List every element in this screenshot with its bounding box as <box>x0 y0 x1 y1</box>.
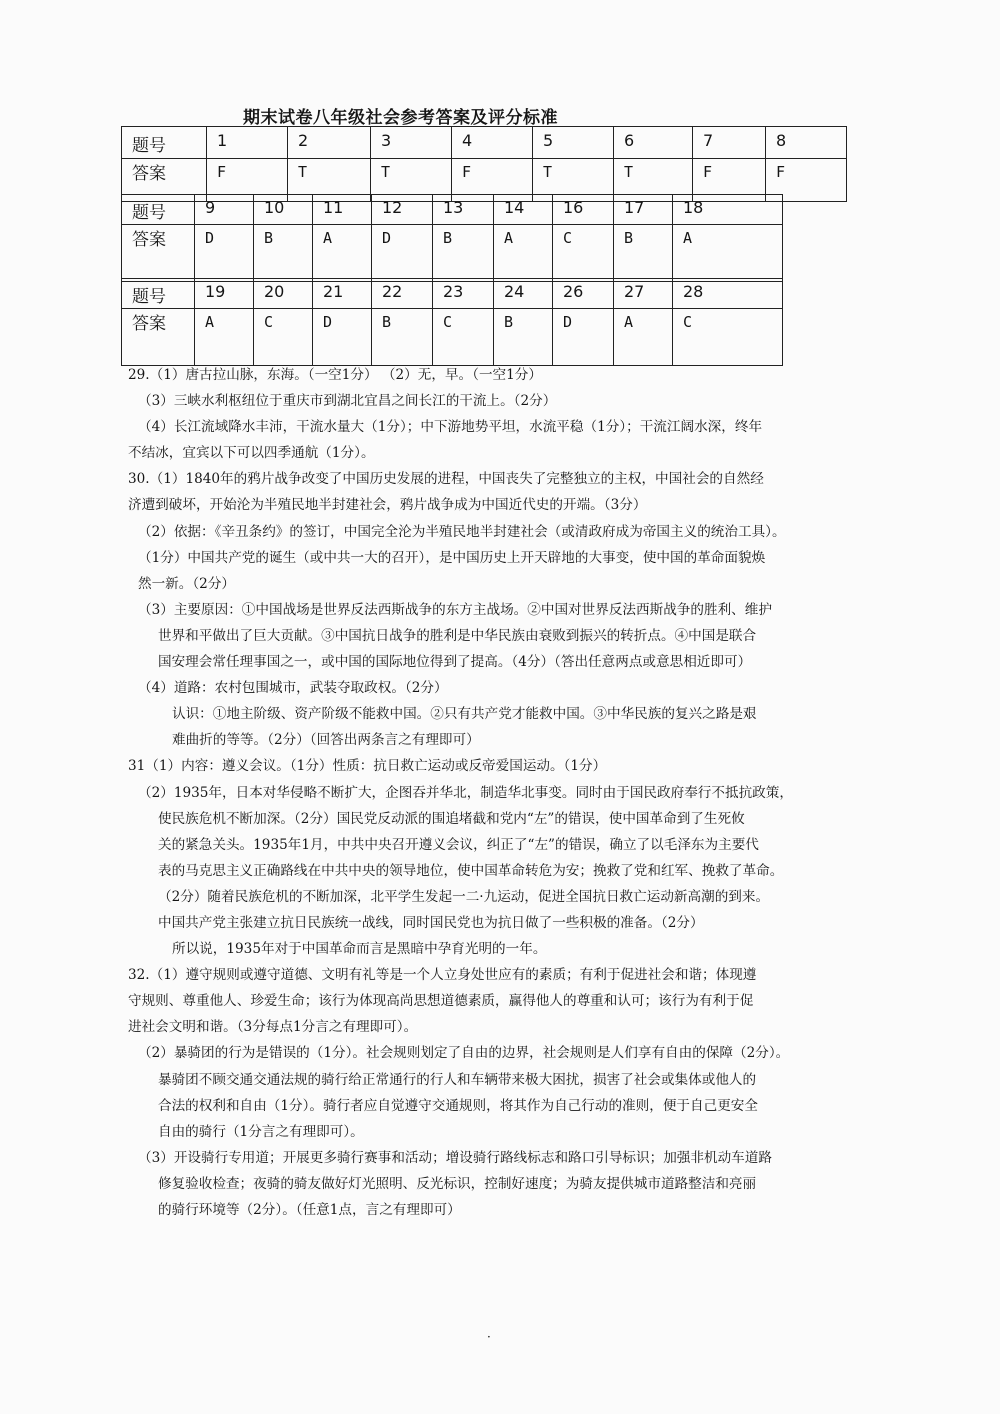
answer-table-2 <box>121 194 783 282</box>
table-cell: 18 <box>673 195 783 225</box>
table-cell: 5 <box>533 127 614 159</box>
table-cell: 3 <box>371 127 452 159</box>
answer-line: 合法的权利和自由（1分）。骑行者应自觉遵守交通规则，将其作为自己行动的准则，便于自己更安全 <box>158 1097 758 1114</box>
table-cell: 24 <box>494 279 553 309</box>
answer-line: （2）暴骑团的行为是错误的（1分）。社会规则划定了自由的边界，社会规则是人们享有自由的保障（2分）。 <box>138 1045 790 1062</box>
table-cell: T <box>614 159 693 202</box>
answer-line-q31: 31（1）内容：遵义会议。（1分）性质：抗日救亡运动或反帝爱国运动。（1分） <box>128 758 607 775</box>
answer-line: 难曲折的等等。（2分）（回答出两条言之有理即可） <box>172 732 480 749</box>
answer-line: 认识：①地主阶级、资产阶级不能救中国。②只有共产党才能救中国。③中华民族的复兴之路是艰 <box>172 706 757 723</box>
answer-line: 暴骑团不顾交通交通法规的骑行给正常通行的行人和车辆带来极大困扰，损害了社会或集体或他人的 <box>158 1071 757 1088</box>
table-cell: T <box>288 159 371 202</box>
table-cell: F <box>452 159 533 202</box>
header-cell-question: 题号 <box>122 279 195 309</box>
table-cell: F <box>766 159 847 202</box>
table-cell: 11 <box>313 195 372 225</box>
table-cell: 26 <box>553 279 614 309</box>
header-cell-answer: 答案 <box>122 309 195 366</box>
table-cell: 6 <box>614 127 693 159</box>
answer-line: （3）开设骑行专用道；开展更多骑行赛事和活动；增设骑行路线标志和路口引导标识；加强非机动车道路 <box>138 1149 772 1166</box>
table-cell: F <box>693 159 766 202</box>
answer-line-q32: 32.（1）遵守规则或遵守道德、文明有礼等是一个人立身处世应有的素质；有利于促进社会和谐；体现遵 <box>128 967 757 984</box>
table-cell: T <box>533 159 614 202</box>
table-cell: A <box>494 225 553 282</box>
scan-dot-mark: · <box>487 1330 491 1344</box>
answer-line: 关的紧急关头。1935年1月，中共中央召开遵义会议，纠正了“左”的错误，确立了以毛泽东为主要代 <box>158 836 759 853</box>
table-row-answers <box>122 225 783 282</box>
table-cell: D <box>195 225 254 282</box>
header-cell-question: 题号 <box>122 127 207 159</box>
table-cell: 1 <box>207 127 288 159</box>
table-cell: F <box>207 159 288 202</box>
answer-line: （2分）随着民族危机的不断加深，北平学生发起一二·九运动，促进全国抗日救亡运动新高潮的到来。 <box>158 888 770 905</box>
header-cell-answer: 答案 <box>122 225 195 282</box>
answer-line: 济遭到破坏，开始沦为半殖民地半封建社会，鸦片战争成为中国近代史的开端。（3分） <box>128 497 647 514</box>
answer-line: 中国共产党主张建立抗日民族统一战线，同时国民党也为抗日做了一些积极的准备。（2分） <box>158 914 704 931</box>
answer-line: 不结冰，宜宾以下可以四季通航（1分）。 <box>128 445 375 462</box>
table-cell: D <box>553 309 614 366</box>
header-cell-answer: 答案 <box>122 159 207 202</box>
answer-line: 自由的骑行（1分言之有理即可）。 <box>158 1123 364 1140</box>
table-row-answers <box>122 309 783 366</box>
answer-line: （3）主要原因：①中国战场是世界反法西斯战争的东方主战场。②中国对世界反法西斯战争的胜利、维护 <box>138 601 772 618</box>
table-cell: 21 <box>313 279 372 309</box>
table-cell: 8 <box>766 127 847 159</box>
answer-line: 使民族危机不断加深。（2分）国民党反动派的围追堵截和党内“左”的错误，使中国革命到了生死攸 <box>158 810 745 827</box>
table-cell: A <box>313 225 372 282</box>
answer-line: 进社会文明和谐。（3分每点1分言之有理即可）。 <box>128 1019 418 1036</box>
table-cell: A <box>614 309 673 366</box>
table-row-numbers <box>122 195 783 225</box>
table-row-numbers <box>122 127 847 159</box>
table-cell: 9 <box>195 195 254 225</box>
answer-line: （1分）中国共产党的诞生（或中共一大的召开），是中国历史上开天辟地的大事变，使中国的革命面貌焕 <box>138 549 766 566</box>
table-cell: A <box>673 225 783 282</box>
table-cell: B <box>254 225 313 282</box>
answer-line: 所以说，1935年对于中国革命而言是黑暗中孕育光明的一年。 <box>172 941 547 958</box>
table-row-numbers <box>122 279 783 309</box>
table-cell: 12 <box>372 195 433 225</box>
table-cell: 27 <box>614 279 673 309</box>
answer-line: 表的马克思主义正确路线在中共中央的领导地位，使中国革命转危为安；挽救了党和红军、挽救了革命。 <box>158 862 784 879</box>
answer-body <box>128 362 848 1223</box>
table-cell: 16 <box>553 195 614 225</box>
answer-line: 守规则、尊重他人、珍爱生命；该行为体现高尚思想道德素质，赢得他人的尊重和认可；该行为有利于促 <box>128 993 754 1010</box>
answer-line: （2）依据：《辛丑条约》的签订，中国完全沦为半殖民地半封建社会（或清政府成为帝国主义的统治工具）。 <box>138 523 786 540</box>
table-cell: D <box>372 225 433 282</box>
table-cell: 20 <box>254 279 313 309</box>
table-cell: A <box>195 309 254 366</box>
table-cell: 19 <box>195 279 254 309</box>
table-cell: 2 <box>288 127 371 159</box>
table-cell: B <box>614 225 673 282</box>
table-cell: 17 <box>614 195 673 225</box>
answer-line: （3）三峡水利枢纽位于重庆市到湖北宜昌之间长江的干流上。（2分） <box>138 393 557 410</box>
table-cell: 10 <box>254 195 313 225</box>
page-title: 期末试卷八年级社会参考答案及评分标准 <box>243 108 558 128</box>
table-cell: D <box>313 309 372 366</box>
answer-line: （4）长江流域降水丰沛，干流水量大（1分）；中下游地势平坦，水流平稳（1分）；干流江阔水深，终年 <box>138 419 763 436</box>
table-cell: 28 <box>673 279 783 309</box>
table-cell: 23 <box>433 279 494 309</box>
answer-line-q30: 30.（1）1840年的鸦片战争改变了中国历史发展的进程，中国丧失了完整独立的主权，中国社会的自然经 <box>128 471 764 488</box>
answer-line: 世界和平做出了巨大贡献。③中国抗日战争的胜利是中华民族由衰败到振兴的转折点。④中国是联合 <box>158 627 757 644</box>
header-cell-question: 题号 <box>122 195 195 225</box>
answer-line-q29: 29.（1）唐古拉山脉，东海。（一空1分） （2）无，早。（一空1分） <box>128 367 542 383</box>
table-cell: C <box>673 309 783 366</box>
table-cell: B <box>372 309 433 366</box>
table-cell: B <box>433 225 494 282</box>
answer-line: （2）1935年，日本对华侵略不断扩大，企图吞并华北，制造华北事变。同时由于国民政府奉行不抵抗政策， <box>138 784 793 801</box>
table-cell: C <box>433 309 494 366</box>
table-cell: 13 <box>433 195 494 225</box>
table-cell: B <box>494 309 553 366</box>
table-cell: 14 <box>494 195 553 225</box>
answer-line: 的骑行环境等（2分）。（任意1点，言之有理即可） <box>158 1202 461 1218</box>
table-cell: 22 <box>372 279 433 309</box>
answer-table-3 <box>121 278 783 366</box>
table-cell: C <box>553 225 614 282</box>
table-cell: 4 <box>452 127 533 159</box>
answer-line: 国安理会常任理事国之一，或中国的国际地位得到了提高。（4分）（答出任意两点或意思相近即可） <box>158 654 752 671</box>
answer-table-1 <box>121 126 847 202</box>
table-cell: 7 <box>693 127 766 159</box>
answer-line: （4）道路：农村包围城市，武装夺取政权。（2分） <box>138 680 448 697</box>
answer-line: 然一新。（2分） <box>138 575 236 592</box>
answer-line: 修复验收检查；夜骑的骑友做好灯光照明、反光标识，控制好速度；为骑友提供城市道路整洁和亮丽 <box>158 1175 757 1192</box>
table-cell: T <box>371 159 452 202</box>
table-cell: C <box>254 309 313 366</box>
